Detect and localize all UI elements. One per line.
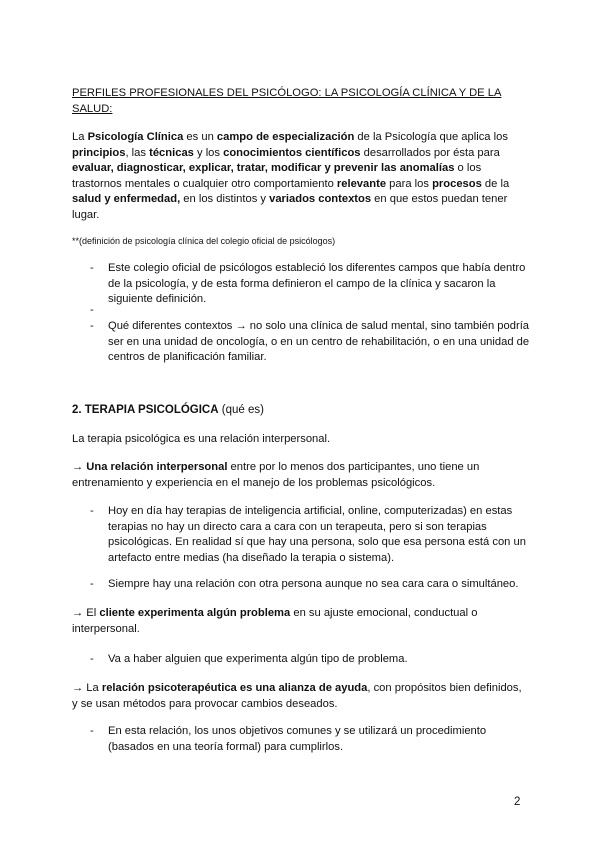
list-item-text: Siempre hay una relación con otra persona aunque no sea cara cara o simultáneo. — [108, 578, 519, 590]
list-item — [90, 724, 530, 755]
bold-text: conocimientos científicos — [223, 146, 361, 159]
text-run: de la Psicología que aplica los — [354, 131, 508, 143]
page-number: 2 — [514, 796, 521, 808]
list-item — [90, 577, 530, 593]
text-run: → La — [72, 682, 102, 694]
text-run: La — [72, 131, 88, 143]
therapy-point-1 — [72, 460, 530, 491]
text-run: desarrollados por ésta para — [360, 146, 500, 159]
text-run: → — [72, 461, 87, 473]
text-run: de la — [481, 177, 510, 190]
therapy-intro: La terapia psicológica es una relación interpersonal. — [72, 433, 331, 445]
bold-text: técnicas — [149, 146, 194, 159]
list-bullet: - — [90, 653, 94, 665]
list-bullet: - — [90, 725, 94, 737]
therapy-point-2 — [72, 606, 530, 637]
text-run: entre por lo menos dos participantes, uno tiene un entrenamiento y experiencia en el manejo de los problemas psicológicos. — [72, 461, 480, 489]
bold-text: relación psicoterapéutica es una alianza de ayuda — [101, 682, 368, 694]
list-item — [90, 319, 530, 366]
therapy-point-3 — [72, 681, 530, 712]
clinical-psychology-definition — [72, 130, 530, 224]
list-bullet: - — [90, 320, 94, 332]
bold-text: relevante — [336, 177, 387, 190]
bold-text: campo de especialización — [216, 131, 355, 143]
bold-text: Una relación interpersonal — [86, 461, 228, 473]
text-run: es un — [183, 131, 217, 143]
bold-text: evaluar, diagnosticar, explicar, tratar, modificar y prevenir las anomalías — [72, 162, 455, 175]
list-item-text: Este colegio oficial de psicólogos estableció los diferentes campos que había dentro de la psicología, y de esta forma definieron el campo de la clínica y sacaron la siguiente definición. — [108, 262, 526, 306]
section-2-subtitle: (qué es) — [218, 404, 264, 416]
list-item — [90, 261, 530, 308]
section-2-heading — [72, 403, 530, 419]
list-bullet: - — [90, 262, 94, 274]
list-bullet: - — [90, 578, 94, 590]
definition-source-note: **(definición de psicología clínica del colegio oficial de psicólogos) — [72, 236, 336, 246]
text-run: para los — [386, 177, 433, 190]
text-run: o los trastornos mentales o cualquier otro comportamiento — [72, 162, 482, 190]
section-heading: PERFILES PROFESIONALES DEL PSICÓLOGO: LA PSICOLOGÍA CLÍNICA Y DE LA SALUD: — [72, 87, 502, 115]
bold-text: salud y enfermedad, — [72, 193, 181, 206]
section-2-title: 2. TERAPIA PSICOLÓGICA — [72, 404, 219, 416]
list-item-text: En esta relación, los unos objetivos comunes y se utilizará un procedimiento (basados en una teoría formal) para cumplirlos. — [108, 725, 487, 753]
list-item-text: Va a haber alguien que experimenta algún tipo de problema. — [108, 653, 408, 665]
text-run: , con propósitos bien definidos, y se usan métodos para provocar cambios deseados. — [72, 682, 522, 710]
bold-text: cliente experimenta algún problema — [99, 607, 291, 619]
list-item-text: Hoy en día hay terapias de inteligencia artificial, online, computerizadas) en estas terapias no hay un directo cara a cara con un terapeuta, pero si son terapias psicológicas. En realidad sí que hay una persona, solo que esa persona está con un artefacto entre medias (ha diseñado la terapia o sistema). — [108, 505, 526, 564]
list-item — [90, 504, 530, 566]
text-run: en que estos puedan tener lugar. — [72, 193, 508, 221]
list-item-text: Qué diferentes contextos → no solo una clínica de salud mental, sino también podría ser en una unidad de oncología, o en un centro de rehabilitación, o en una unidad de centros de planificación familiar. — [108, 320, 530, 364]
text-run: , las — [125, 146, 150, 159]
list-bullet: - — [90, 505, 94, 517]
text-run: en su ajuste emocional, conductual o interpersonal. — [72, 607, 478, 635]
list-bullet: - — [90, 304, 94, 316]
text-run: y los — [193, 146, 224, 159]
bold-text: Psicología Clínica — [87, 131, 184, 143]
text-run: → El — [72, 607, 100, 619]
bold-text: principios — [72, 146, 126, 159]
bold-text: variados contextos — [269, 193, 372, 206]
bold-text: procesos — [432, 177, 482, 190]
list-item — [90, 652, 530, 668]
text-run: en los distintos y — [180, 193, 270, 206]
